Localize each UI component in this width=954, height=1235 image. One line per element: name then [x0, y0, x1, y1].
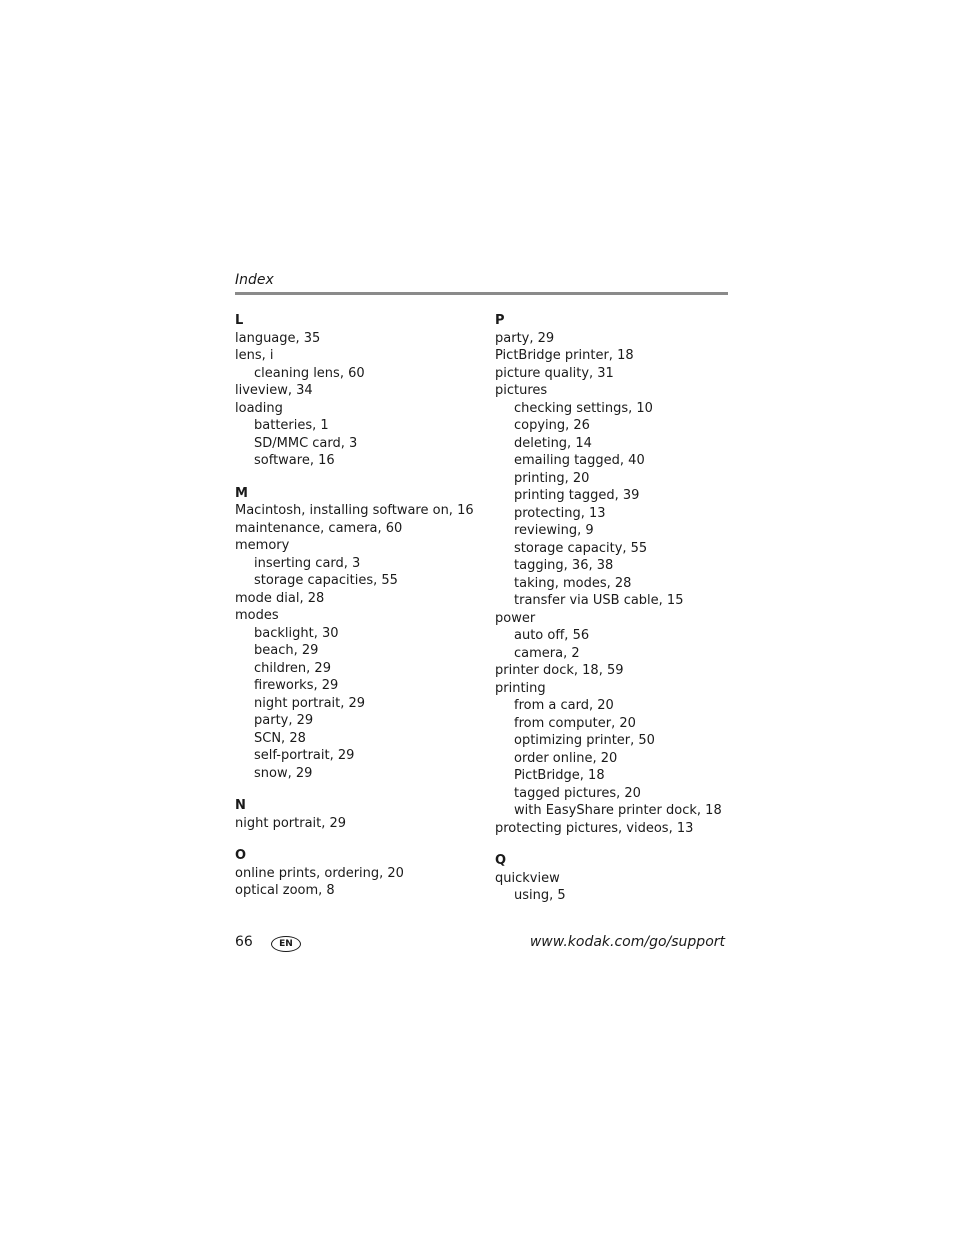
index-entry: maintenance, camera, 60: [235, 520, 403, 536]
index-subentry: order online, 20: [514, 750, 618, 766]
index-subentry: camera, 2: [514, 645, 580, 661]
index-section: [235, 485, 485, 783]
index-subentry: emailing tagged, 40: [514, 453, 645, 468]
section-letter: O: [235, 848, 247, 863]
index-column-left: [235, 312, 485, 915]
index-column-right: [495, 312, 735, 920]
section-letter: Q: [495, 853, 507, 868]
header-rule: [235, 292, 728, 295]
page-footer: [235, 932, 725, 954]
index-subentry: night portrait, 29: [254, 695, 366, 711]
index-subentry: SD/MMC card, 3: [254, 435, 358, 451]
support-url: www.kodak.com/go/support: [529, 934, 725, 950]
index-entry: loading: [235, 400, 283, 416]
index-section: [235, 312, 485, 470]
index-subentry: software, 16: [254, 453, 335, 468]
index-subentry: children, 29: [254, 660, 331, 676]
index-subentry: deleting, 14: [514, 435, 592, 451]
index-subentry: printing tagged, 39: [514, 488, 640, 503]
index-entry: party, 29: [495, 330, 555, 346]
index-entry: Macintosh, installing software on, 16: [235, 503, 474, 518]
index-entry: mode dial, 28: [235, 590, 325, 606]
index-subentry: taking, modes, 28: [514, 575, 632, 591]
language-badge-icon: EN: [271, 936, 301, 952]
index-subentry: fireworks, 29: [254, 678, 339, 693]
index-subentry: tagged pictures, 20: [514, 785, 641, 801]
index-subentry: inserting card, 3: [254, 555, 361, 571]
index-subentry: using, 5: [514, 888, 566, 903]
index-entry: online prints, ordering, 20: [235, 865, 404, 881]
index-subentry: protecting, 13: [514, 505, 606, 521]
index-entry: quickview: [495, 870, 560, 886]
index-subentry: snow, 29: [254, 765, 313, 781]
index-subentry: PictBridge, 18: [514, 768, 605, 783]
index-subentry: from computer, 20: [514, 715, 636, 731]
index-section: [235, 797, 485, 832]
page-number: 66: [235, 934, 253, 950]
index-subentry: beach, 29: [254, 643, 319, 658]
section-letter: M: [235, 485, 248, 501]
index-entry: pictures: [495, 383, 548, 398]
index-subentry: auto off, 56: [514, 628, 590, 643]
index-subentry: SCN, 28: [254, 730, 306, 746]
index-section: [495, 852, 735, 905]
index-subentry: transfer via USB cable, 15: [514, 593, 684, 608]
index-entry: power: [495, 610, 536, 626]
index-subentry: checking settings, 10: [514, 400, 653, 416]
index-subentry: reviewing, 9: [514, 523, 594, 538]
index-subentry: backlight, 30: [254, 625, 339, 641]
index-subentry: storage capacity, 55: [514, 540, 648, 556]
index-entry: printing: [495, 680, 546, 696]
index-entry: optical zoom, 8: [235, 883, 335, 898]
section-letter: L: [235, 313, 244, 328]
section-letter: P: [495, 313, 505, 328]
index-entry: printer dock, 18, 59: [495, 663, 624, 678]
index-section: [235, 847, 485, 900]
index-entry: modes: [235, 608, 279, 623]
index-subentry: with EasyShare printer dock, 18: [514, 803, 722, 818]
index-subentry: self-portrait, 29: [254, 748, 355, 763]
index-entry: lens, i: [235, 348, 274, 363]
index-subentry: copying, 26: [514, 418, 590, 433]
index-entry: liveview, 34: [235, 383, 313, 398]
index-subentry: batteries, 1: [254, 418, 329, 433]
index-entry: night portrait, 29: [235, 815, 347, 831]
index-entry: protecting pictures, videos, 13: [495, 820, 694, 836]
section-letter: N: [235, 798, 246, 813]
index-subentry: cleaning lens, 60: [254, 365, 365, 381]
index-subentry: from a card, 20: [514, 698, 614, 713]
index-subentry: storage capacities, 55: [254, 573, 398, 588]
index-section: [495, 312, 735, 837]
index-subentry: tagging, 36, 38: [514, 558, 614, 573]
index-entry: PictBridge printer, 18: [495, 348, 634, 363]
index-entry: picture quality, 31: [495, 365, 614, 381]
index-subentry: optimizing printer, 50: [514, 733, 655, 748]
index-entry: language, 35: [235, 330, 321, 346]
index-subentry: party, 29: [254, 713, 314, 728]
index-subentry: printing, 20: [514, 470, 590, 486]
running-header-title: Index: [235, 272, 274, 288]
index-entry: memory: [235, 538, 290, 553]
